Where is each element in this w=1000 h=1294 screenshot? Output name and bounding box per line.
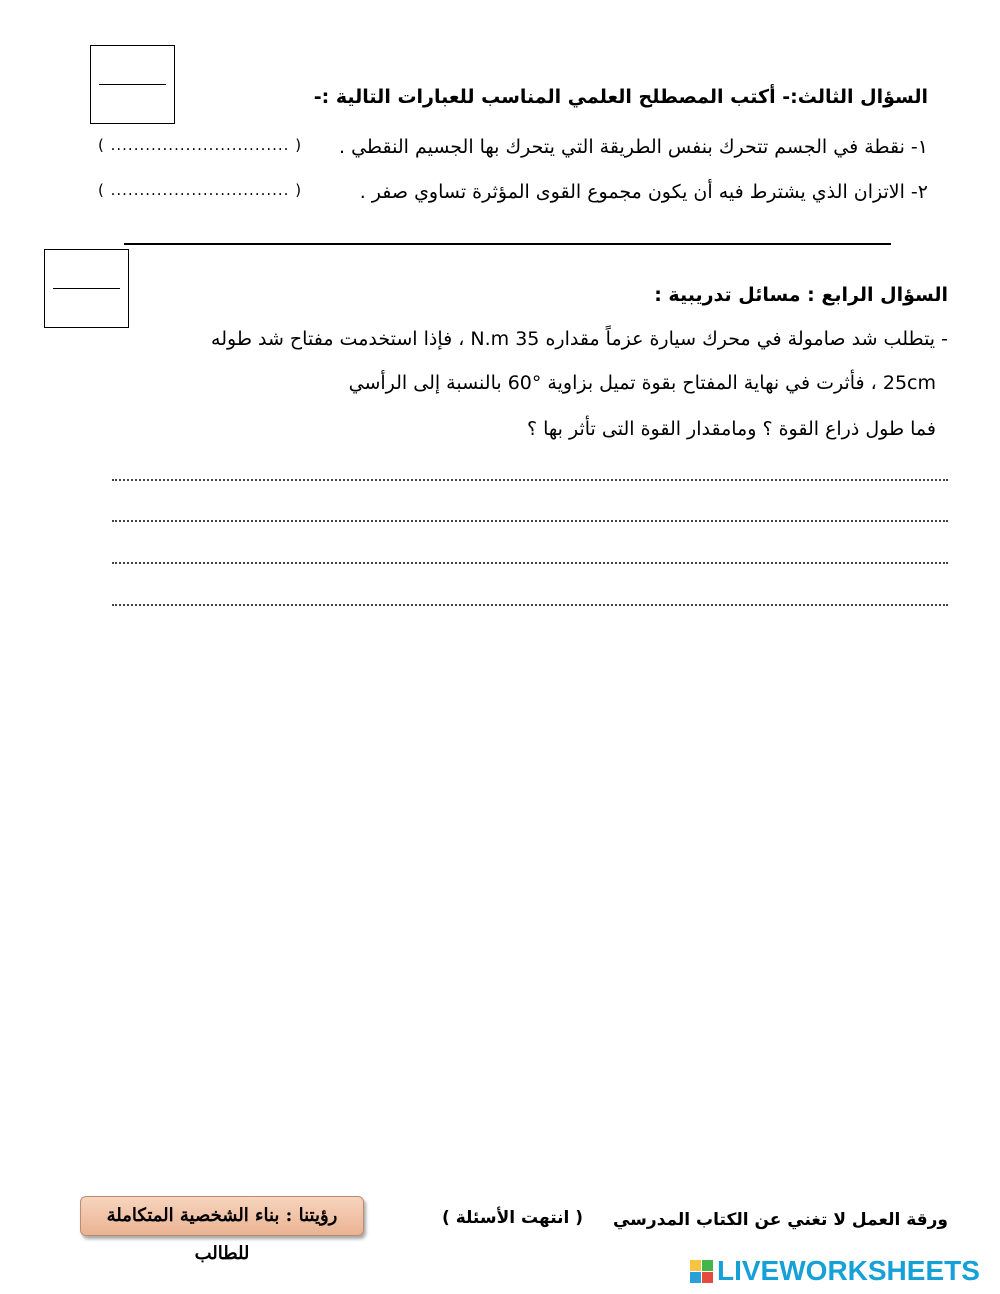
answer-line-4[interactable] xyxy=(112,604,948,606)
logo-block-green xyxy=(702,1260,713,1271)
problem-line-2: 25cm ، فأثرت في نهاية المفتاح بقوة تميل بزاوية °60 بالنسبة إلى الرأسي xyxy=(348,372,936,394)
problem-line-1: - يتطلب شد صامولة في محرك سيارة عزماً مقداره 35 N.m ، فإذا استخدمت مفتاح شد طوله xyxy=(211,328,948,350)
section-divider xyxy=(124,243,891,245)
item-2-text: ٢- الاتزان الذي يشترط فيه أن يكون مجموع القوى المؤثرة تساوي صفر . xyxy=(359,181,928,203)
question3-item-1 xyxy=(98,136,928,158)
answer-line-3[interactable] xyxy=(112,562,948,564)
answer-line-2[interactable] xyxy=(112,520,948,522)
item-1-answer-blank[interactable]: ( ............................... ) xyxy=(98,136,303,154)
logo-blocks-icon xyxy=(690,1260,713,1283)
question3-title: السؤال الثالث:- أكتب المصطلح العلمي المناسب للعبارات التالية :- xyxy=(313,86,928,108)
logo-block-blue xyxy=(690,1272,701,1283)
item-2-answer-blank[interactable]: ( ............................... ) xyxy=(98,181,303,199)
question4-title: السؤال الرابع : مسائل تدريبية : xyxy=(654,284,948,306)
question3-item-2 xyxy=(98,181,928,203)
question3-score-box[interactable] xyxy=(90,45,175,124)
answer-line-1[interactable] xyxy=(112,479,948,481)
footer-note: ورقة العمل لا تغني عن الكتاب المدرسي xyxy=(612,1210,948,1230)
logo-block-yellow xyxy=(690,1260,701,1271)
liveworksheets-logo xyxy=(690,1254,990,1288)
problem-line-3: فما طول ذراع القوة ؟ ومامقدار القوة التى تأثر بها ؟ xyxy=(527,418,936,440)
score-line xyxy=(99,84,166,85)
logo-text: LIVEWORKSHEETS xyxy=(717,1255,980,1286)
item-1-text: ١- نقطة في الجسم تتحرك بنفس الطريقة التي يتحرك بها الجسيم النقطي . xyxy=(338,136,928,158)
vision-badge: رؤيتنا : بناء الشخصية المتكاملة للطالب xyxy=(80,1196,364,1236)
score-line xyxy=(53,288,120,289)
question4-score-box[interactable] xyxy=(44,249,129,328)
end-of-questions: ( انتهت الأسئلة ) xyxy=(442,1208,584,1228)
logo-block-red xyxy=(702,1272,713,1283)
